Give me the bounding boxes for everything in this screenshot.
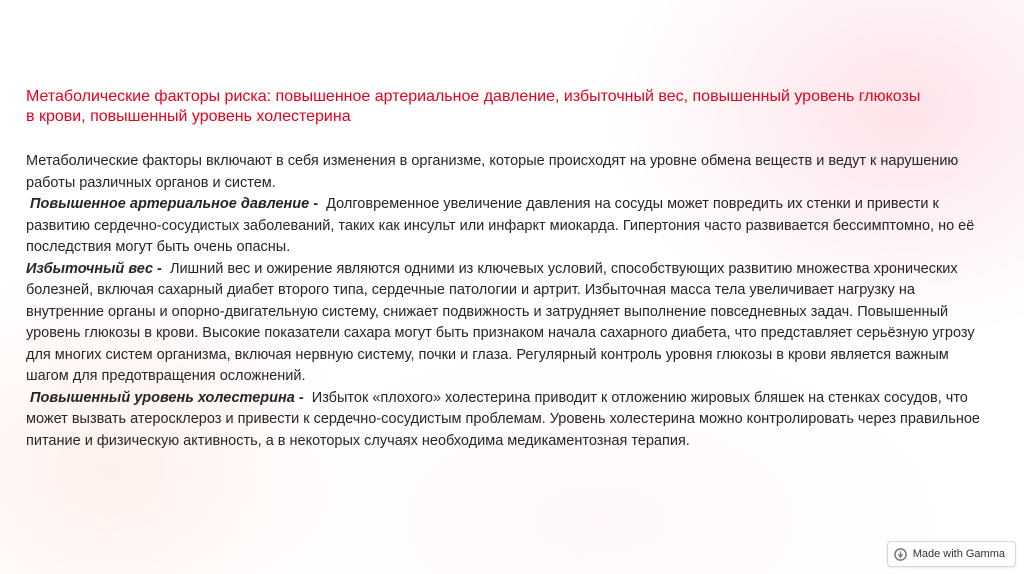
section-text: Долговременное увеличение давления на сосуды может повредить их стенки и привести к развитию сердечно-сосудистых заболеваний, таких как инсульт или инфаркт миокарда. Гипертония часто развивается бессимптомно, но её последствия могут быть очень опасны. [26, 196, 975, 255]
section-text: Лишний вес и ожирение являются одними из ключевых условий, способствующих развитию множества хронических болезней, включая сахарный диабет второго типа, сердечные патологии и артрит. Избыточная масса тела увеличивает нагрузку на внутренние органы и опорно-двигательную систему, снижает подвижность и затрудняет выполнение повседневных задач. Повышенный уровень глюкозы в крови. Высокие показатели сахара могут быть признаком начала сахарного диабета, что представляет серьёзную угрозу для многих систем организма, включая нервную систему, почки и глаза. Регулярный контроль уровня глюкозы в крови является важным шагом для предотвращения осложнений. [26, 260, 975, 384]
section-term: Повышенный уровень холестерина - [30, 389, 304, 406]
section-cholesterol [26, 388, 986, 453]
slide-body [26, 151, 986, 452]
section-term: Повышенное артериальное давление - [30, 196, 319, 212]
slide-title: Метаболические факторы риска: повышенное артериальное давление, избыточный вес, повышенный уровень глюкозы в крови, повышенный уровень холестерина [26, 88, 921, 125]
intro-paragraph: Метаболические факторы включают в себя изменения в организме, которые происходят на уровне обмена веществ и ведут к нарушению работы различных органов и систем. [26, 153, 959, 191]
section-blood-pressure [26, 194, 986, 259]
section-excess-weight [26, 259, 986, 388]
gamma-logo-icon [894, 548, 907, 561]
section-text: Избыток «плохого» холестерина приводит к отложению жировых бляшек на стенках сосудов, что может вызвать атеросклероз и привести к сердечно-сосудистым проблемам. Уровень холестерина можно контролировать через правильное питание и физическую активность, а в некоторых случаях необходима медикаментозная терапия. [26, 389, 980, 449]
made-with-gamma-badge[interactable] [887, 541, 1016, 567]
badge-label: Made with Gamma [912, 548, 1005, 560]
section-term: Избыточный вес - [26, 260, 162, 277]
